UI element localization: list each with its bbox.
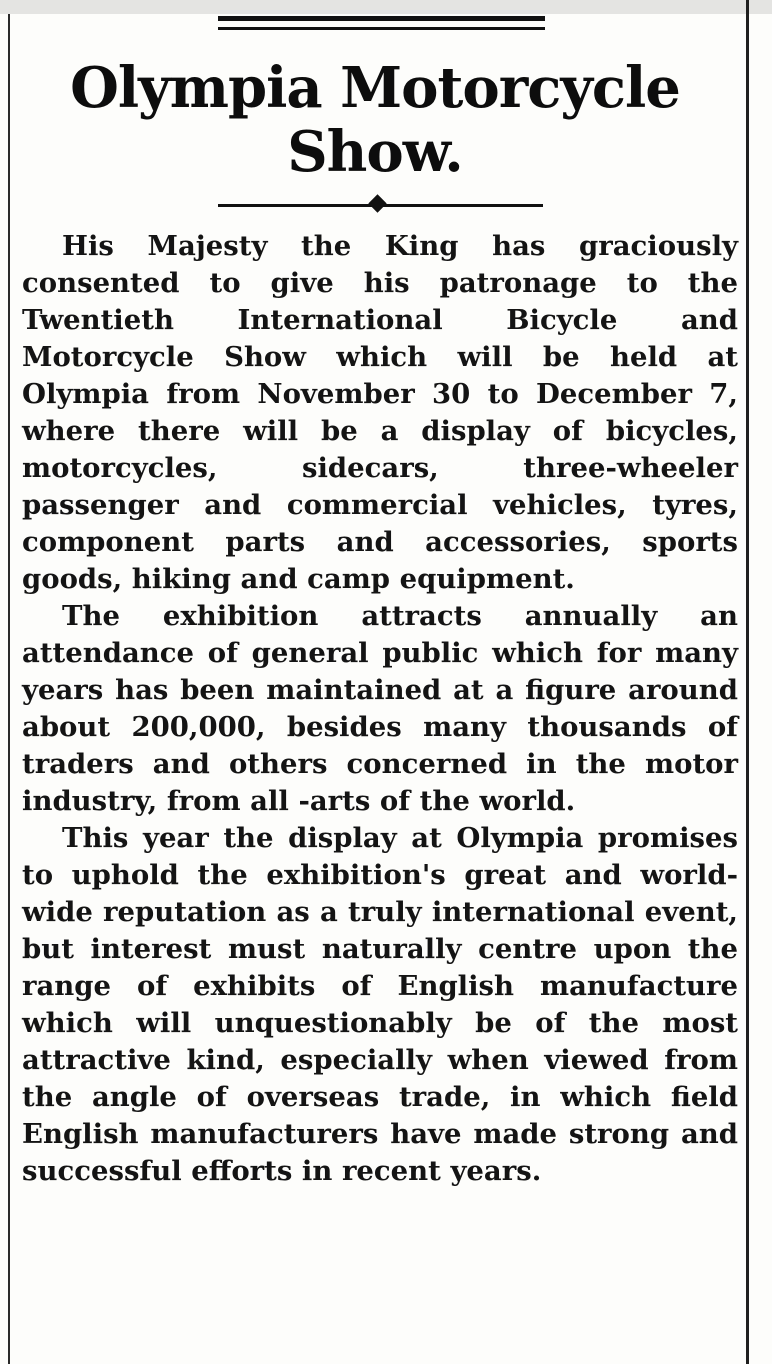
top-margin-strip xyxy=(0,0,772,14)
right-column-rule xyxy=(746,0,749,1364)
headline-top-rule-thin xyxy=(218,27,545,30)
left-column-rule xyxy=(8,14,10,1364)
article-paragraph: His Majesty the King has graciously consented to give his patronage to the Twentieth International Bicycle and Motorcycle Show which will be held at Olympia from November 30 to December 7, where there will be a display of bicycles, motorcycles, sidecars, three-wheeler passenger and commercial vehicles, tyres, component parts and accessories, sports goods, hiking and camp equipment. xyxy=(22,230,738,595)
headline-top-rule xyxy=(218,16,545,21)
article-body xyxy=(22,228,738,1190)
article-paragraph: The exhibition attracts annually an attendance of general public which for many years has been maintained at a figure around about 200,000, besides many thousands of traders and others concerned in the motor industry, from all -arts of the world. xyxy=(22,600,738,817)
article-headline: Olympia Motorcycle Show. xyxy=(70,55,680,185)
article-paragraph: This year the display at Olympia promises to uphold the exhibition's great and world-wide reputation as a truly international event, but interest must naturally centre upon the range of exhibits of English manufacture which will unquestionably be of the most attractive kind, especially when viewed from the angle of overseas trade, in which field English manufacturers have made strong and successful efforts in recent years. xyxy=(22,822,738,1187)
dash-ornament xyxy=(368,194,386,212)
